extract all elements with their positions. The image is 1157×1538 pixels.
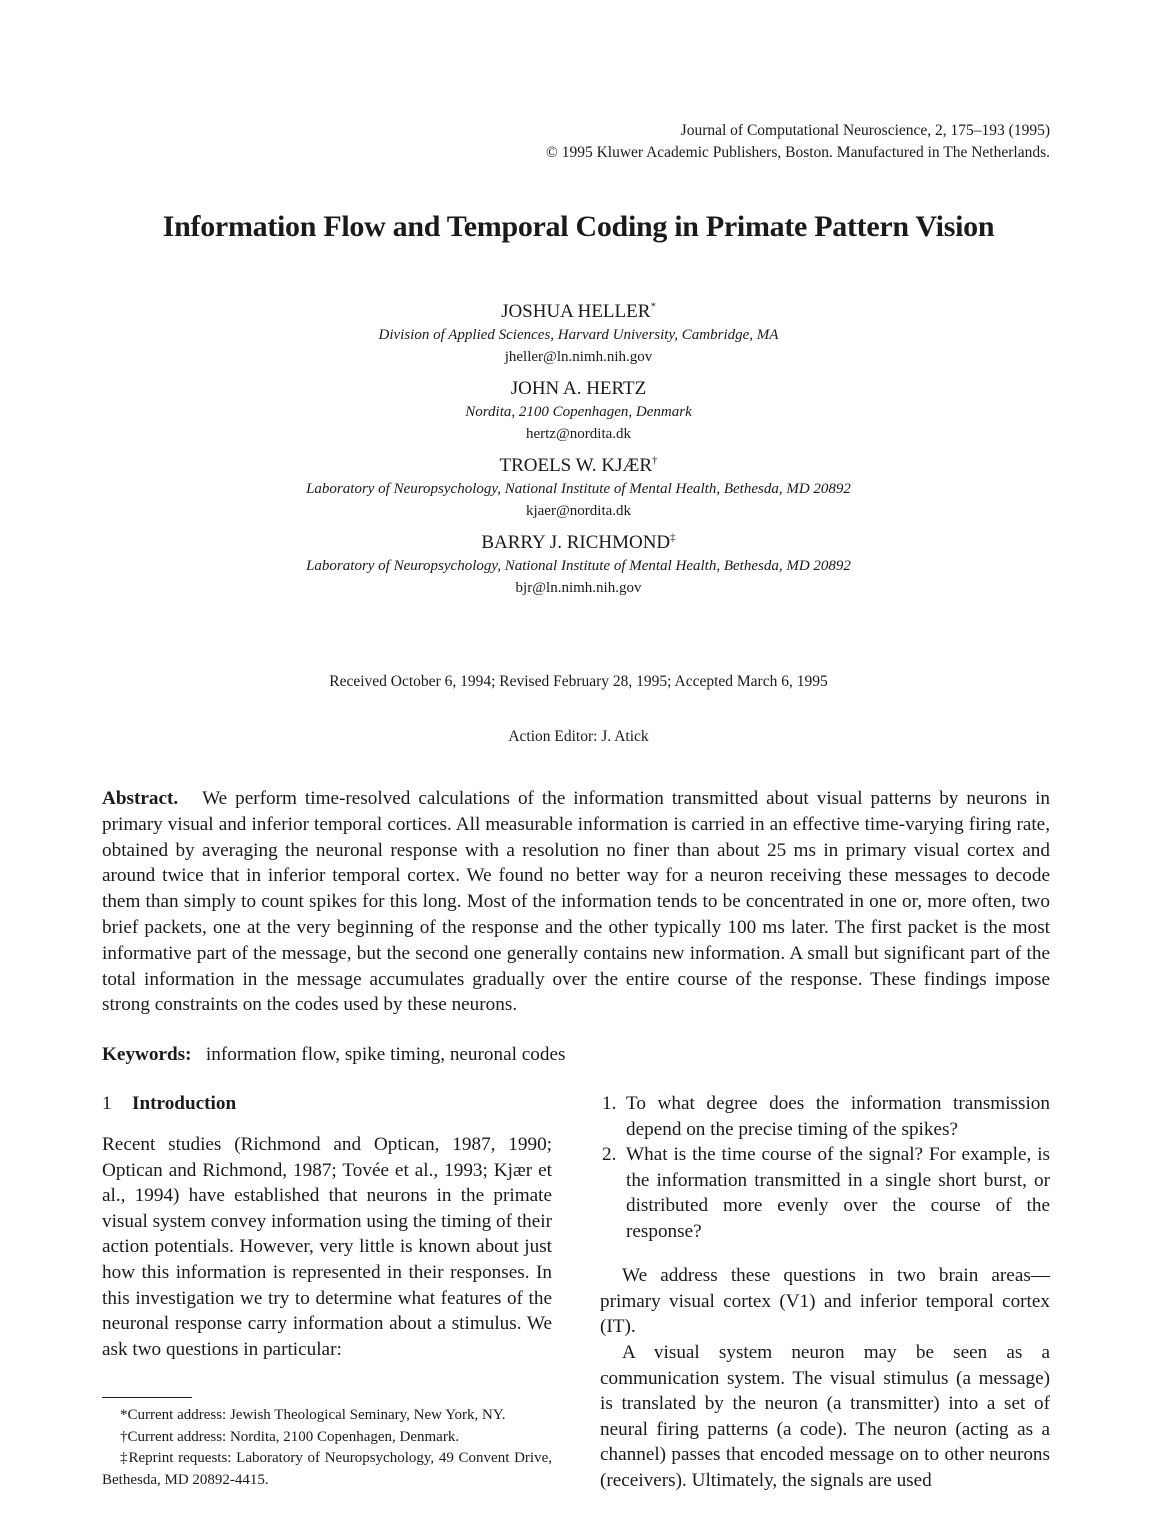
author-block: [0, 531, 1157, 599]
author-affiliation: Division of Applied Sciences, Harvard University, Cambridge, MA: [378, 327, 779, 343]
body-paragraph: A visual system neuron may be seen as a communication system. The visual stimulus (a message) is translated by the neuron (a transmitter) into a set of neural firing patterns (a code). The neuron (acting as a channel) passes that encoded message on to other neurons (receivers). Ultimately, the signals are used: [600, 1342, 1050, 1491]
author-affiliation: Laboratory of Neuropsychology, National Institute of Mental Health, Bethesda, MD 20892: [306, 481, 851, 497]
list-number: 1.: [602, 1093, 617, 1114]
footnotes: [102, 1405, 552, 1491]
paper-title: Information Flow and Temporal Coding in Primate Pattern Vision: [162, 210, 995, 243]
list-item: [600, 1142, 1050, 1244]
author-block: [0, 300, 1157, 368]
author-email[interactable]: jheller@ln.nimh.nih.gov: [504, 349, 653, 365]
section-title: Introduction: [132, 1093, 237, 1114]
author-name: JOSHUA HELLER*: [501, 300, 656, 322]
abstract: [102, 786, 1050, 1018]
journal-header: [546, 120, 1050, 164]
footnote: ‡Reprint requests: Laboratory of Neuropsychology, 49 Convent Drive, Bethesda, MD 20892-4415.: [102, 1450, 552, 1488]
footnote: †Current address: Nordita, 2100 Copenhagen, Denmark.: [120, 1428, 460, 1445]
author-affiliation: Laboratory of Neuropsychology, National Institute of Mental Health, Bethesda, MD 20892: [306, 558, 851, 574]
list-text: To what degree does the information transmission depend on the precise timing of the spikes?: [626, 1093, 1050, 1140]
section-number: 1: [102, 1093, 112, 1114]
author-email[interactable]: bjr@ln.nimh.nih.gov: [515, 580, 642, 596]
keywords-label: Keywords:: [102, 1044, 192, 1065]
author-name: JOHN A. HERTZ: [510, 378, 647, 399]
copyright-line: © 1995 Kluwer Academic Publishers, Boston. Manufactured in The Netherlands.: [546, 144, 1050, 161]
section-heading: [102, 1091, 552, 1117]
keywords: [102, 1042, 1050, 1068]
author-list: [0, 300, 1157, 608]
keywords-text: information flow, spike timing, neuronal codes: [205, 1044, 566, 1065]
question-list: [600, 1091, 1050, 1245]
body-paragraph: We address these questions in two brain areas—primary visual cortex (V1) and inferior temporal cortex (IT).: [600, 1265, 1050, 1338]
footnote: *Current address: Jewish Theological Seminary, New York, NY.: [120, 1407, 506, 1423]
author-affiliation: Nordita, 2100 Copenhagen, Denmark: [465, 404, 692, 420]
list-item: [600, 1091, 1050, 1142]
list-number: 2.: [602, 1144, 617, 1166]
journal-line: Journal of Computational Neuroscience, 2, 175–193 (1995): [680, 122, 1050, 139]
author-name: TROELS W. KJÆR†: [499, 454, 658, 476]
list-text: What is the time course of the signal? For example, is the information transmitted in a single short burst, or distributed more evenly over the course of the response?: [626, 1144, 1050, 1242]
abstract-text: We perform time-resolved calculations of the information transmitted about visual patterns by neurons in primary visual and inferior temporal cortices. All measurable information is carried in an effective time-varying firing rate, obtained by averaging the neuronal response with a resolution no finer than about 25 ms in primary visual cortex and around twice that in inferior temporal cortex. We found no better way for a neuron receiving these messages to decode them than simply to count spikes for this long. Most of the information tends to be concentrated in one or, more often, two brief packets, one at the very beginning of the response and the other typically 100 ms later. The first packet is the most informative part of the message, but the second one generally contains new information. A small but significant part of the total information in the message accumulates gradually over the entire course of the response. These findings impose strong constraints on the codes used by these neurons.: [102, 788, 1050, 1016]
abstract-label: Abstract.: [102, 788, 179, 809]
author-block: [0, 377, 1157, 445]
footnote-divider: [102, 1397, 192, 1398]
author-name: BARRY J. RICHMOND‡: [481, 531, 676, 553]
author-email[interactable]: hertz@nordita.dk: [525, 426, 632, 442]
intro-paragraph: Recent studies (Richmond and Optican, 1987, 1990; Optican and Richmond, 1987; Tovée et al., 1993; Kjær et al., 1994) have established that neurons in the primate visual system convey information using the timing of their action potentials. However, very little is known about just how this information is represented in their responses. In this investigation we try to determine what features of the neuronal response carry information about a stimulus. We ask two questions in particular:: [102, 1134, 552, 1360]
action-editor: Action Editor: J. Atick: [508, 728, 649, 745]
author-block: [0, 454, 1157, 522]
author-email[interactable]: kjaer@nordita.dk: [525, 503, 632, 519]
submission-dates: Received October 6, 1994; Revised February 28, 1995; Accepted March 6, 1995: [329, 673, 828, 690]
